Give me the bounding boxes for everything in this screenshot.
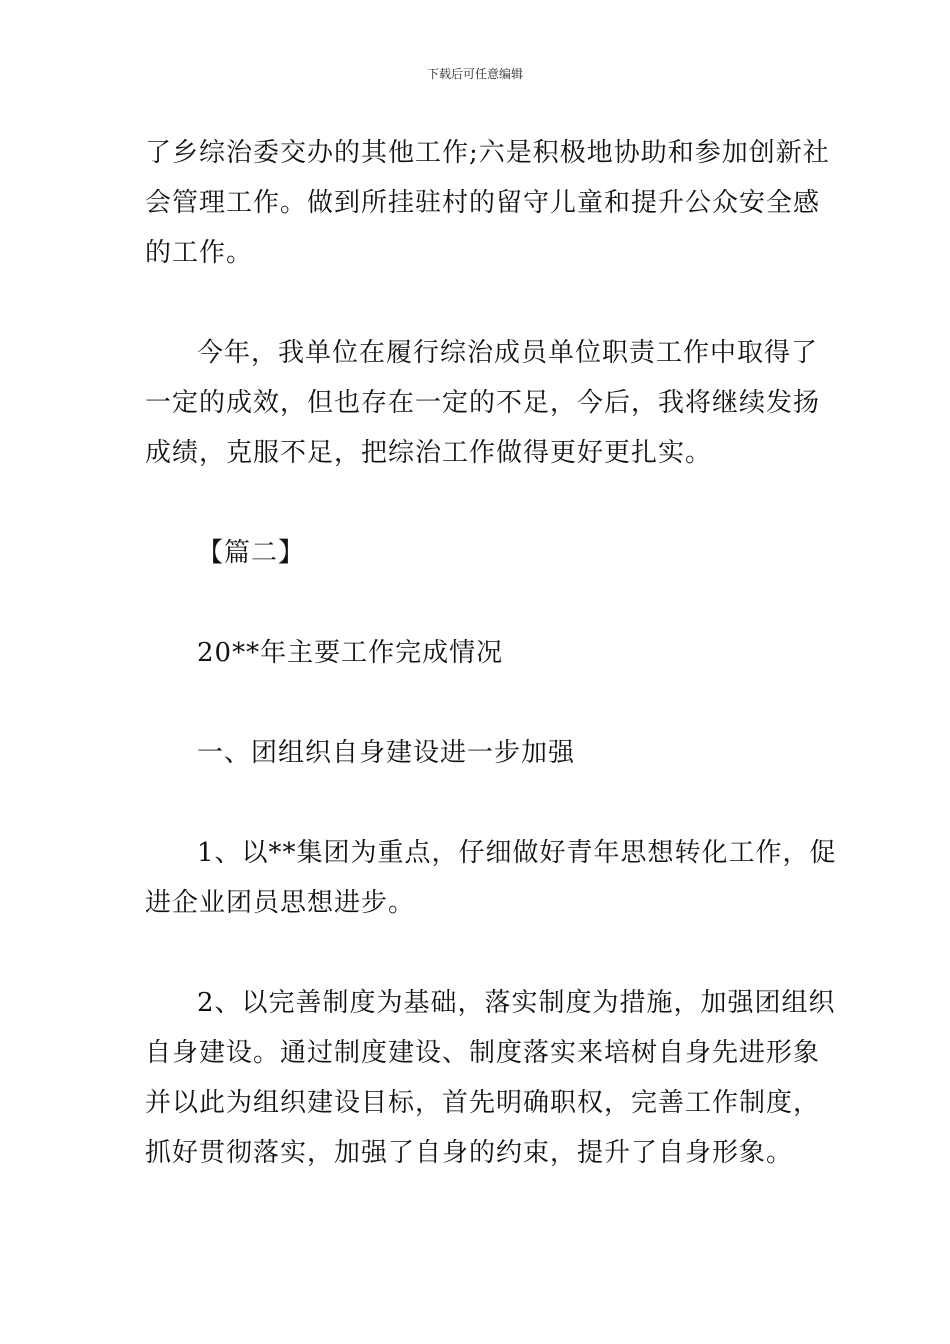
text-line: 的工作。 (145, 238, 254, 268)
text-line: 一定的成效，但也存在一定的不足，今后，我将继续发扬 (145, 388, 821, 418)
text-line: 成绩，克服不足，把综治工作做得更好更扎实。 (145, 438, 713, 468)
text-line: 今年，我单位在履行综治成员单位职责工作中取得了 (197, 338, 819, 368)
section-title (145, 528, 815, 578)
text-line: 并以此为组织建设目标，首先明确职权，完善工作制度， (145, 1088, 821, 1118)
text-line: 抓好贯彻落实，加强了自身的约束，提升了自身形象。 (145, 1138, 794, 1168)
report-title (145, 628, 815, 678)
paragraph-summary (145, 328, 821, 478)
text-line: 了乡综治委交办的其他工作;六是积极地协助和参加创新社 (145, 138, 830, 168)
section-title-text: 【篇二】 (197, 538, 306, 568)
list-item-2 (145, 978, 836, 1178)
text-line: 2、以完善制度为基础，落实制度为措施，加强团组织 (197, 988, 836, 1018)
text-line: 自身建设。通过制度建设、制度落实来培树自身先进形象 (145, 1038, 821, 1068)
text-line: 1、以**集团为重点，仔细做好青年思想转化工作，促 (197, 838, 837, 868)
paragraph-continuation (145, 128, 830, 278)
heading-1-text: 一、团组织自身建设进一步加强 (197, 738, 576, 768)
text-line: 会管理工作。做到所挂驻村的留守儿童和提升公众安全感 (145, 188, 821, 218)
page-header-note: 下载后可任意编辑 (426, 67, 523, 81)
report-title-text: 20**年主要工作完成情况 (197, 638, 504, 668)
document-body (145, 128, 837, 1178)
heading-1 (145, 728, 815, 778)
list-item-1 (145, 828, 837, 928)
text-line: 进企业团员思想进步。 (145, 888, 416, 918)
